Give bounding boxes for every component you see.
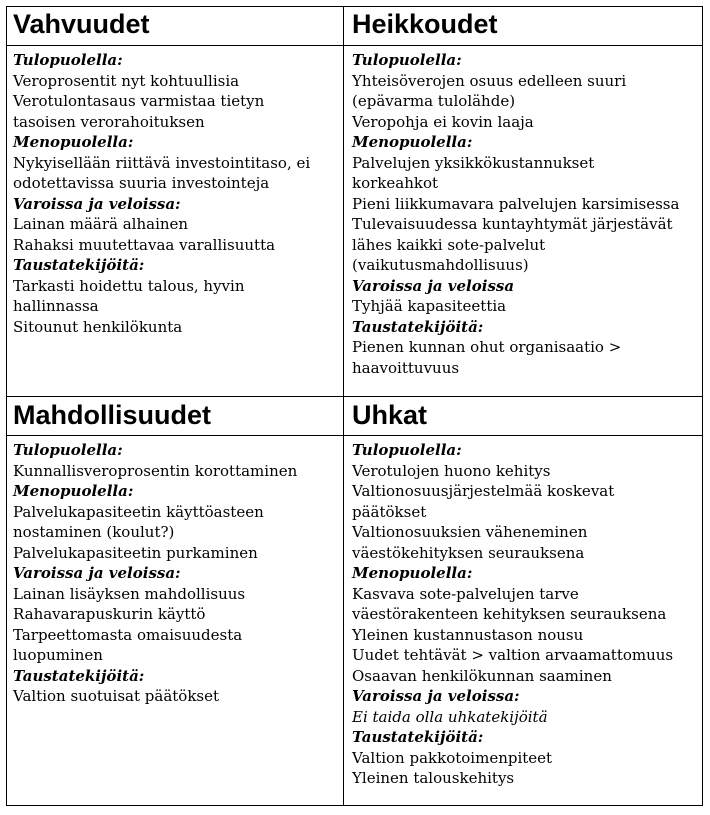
row-divider xyxy=(6,396,703,397)
category-heading: Varoissa ja veloissa: xyxy=(13,194,181,213)
threats-title: Uhkat xyxy=(352,400,428,430)
list-item: väestörakenteen kehityksen seurauksena xyxy=(352,605,667,623)
list-item: Verotulontasaus varmistaa tietyn xyxy=(13,92,265,110)
list-item: Tulevaisuudessa kuntayhtymät järjestävät xyxy=(352,215,673,233)
category-heading: Menopuolella: xyxy=(13,133,134,151)
list-item: Osaavan henkilökunnan saaminen xyxy=(352,666,612,685)
list-item: hallinnassa xyxy=(13,297,99,315)
list-item: Valtionosuusjärjestelmää koskevat xyxy=(352,482,615,500)
category-heading: Menopuolella: xyxy=(352,564,473,582)
list-item: haavoittuvuus xyxy=(352,358,460,377)
list-item: (vaikutusmahdollisuus) xyxy=(352,256,529,274)
list-item: Sitounut henkilökunta xyxy=(13,317,183,336)
list-item: Valtion suotuisat päätökset xyxy=(13,687,220,705)
category-heading: Tulopuolella: xyxy=(13,441,123,459)
category-heading: Tulopuolella: xyxy=(13,51,123,69)
list-item: (epävarma tulolähde) xyxy=(352,92,516,110)
header-divider-top xyxy=(6,45,703,46)
list-item: Lainan lisäyksen mahdollisuus xyxy=(13,584,246,603)
category-heading: Tulopuolella: xyxy=(352,51,462,69)
list-item: odotettavissa suuria investointeja xyxy=(13,174,270,192)
category-heading: Menopuolella: xyxy=(13,482,134,500)
list-item: Rahaksi muutettavaa varallisuutta xyxy=(13,235,276,254)
list-item: luopuminen xyxy=(13,646,103,664)
category-heading: Taustatekijöitä: xyxy=(13,256,145,274)
list-item: päätökset xyxy=(352,502,427,521)
list-item: Pieni liikkumavara palvelujen karsimisessa xyxy=(352,194,680,213)
weaknesses-content xyxy=(352,50,679,378)
category-heading: Varoissa ja veloissa: xyxy=(352,687,520,705)
category-heading: Taustatekijöitä: xyxy=(13,666,145,685)
list-item: Tarpeettomasta omaisuudesta xyxy=(13,625,243,644)
list-item: Tyhjää kapasiteettia xyxy=(352,297,507,315)
list-item: Rahavarapuskurin käyttö xyxy=(13,605,206,623)
strengths-title: Vahvuudet xyxy=(13,9,150,39)
list-item: Uudet tehtävät > valtion arvaamattomuus xyxy=(352,646,674,664)
strengths-content xyxy=(13,50,310,337)
category-heading: Taustatekijöitä: xyxy=(352,728,484,746)
column-divider xyxy=(343,6,344,806)
threats-content xyxy=(352,440,673,789)
list-item: Kunnallisveroprosentin korottaminen xyxy=(13,461,298,480)
list-item: Veropohja ei kovin laaja xyxy=(352,112,534,131)
list-item: tasoisen verorahoituksen xyxy=(13,112,205,131)
category-heading: Varoissa ja veloissa xyxy=(352,276,515,295)
list-item: väestökehityksen seurauksena xyxy=(352,543,585,562)
list-item: Veroprosentit nyt kohtuullisia xyxy=(13,71,240,90)
list-item: Lainan määrä alhainen xyxy=(13,215,189,233)
list-item: nostaminen (koulut?) xyxy=(13,523,175,541)
list-item: korkeahkot xyxy=(352,174,439,192)
list-item: Verotulojen huono kehitys xyxy=(352,461,551,480)
list-item: Palvelukapasiteetin käyttöasteen xyxy=(13,502,264,521)
list-item: Ei taida olla uhkatekijöitä xyxy=(352,707,548,726)
list-item: lähes kaikki sote-palvelut xyxy=(352,235,546,254)
list-item: Tarkasti hoidettu talous, hyvin xyxy=(13,276,245,295)
list-item: Nykyisellään riittävä investointitaso, ei xyxy=(13,153,311,172)
list-item: Yleinen talouskehitys xyxy=(352,769,515,787)
list-item: Pienen kunnan ohut organisaatio > xyxy=(352,338,622,356)
list-item: Palvelukapasiteetin purkaminen xyxy=(13,543,258,562)
list-item: Yleinen kustannustason nousu xyxy=(352,625,584,644)
header-divider-bottom xyxy=(6,435,703,436)
category-heading: Menopuolella: xyxy=(352,133,473,151)
list-item: Palvelujen yksikkökustannukset xyxy=(352,153,595,172)
category-heading: Taustatekijöitä: xyxy=(352,317,484,336)
list-item: Valtion pakkotoimenpiteet xyxy=(352,748,553,767)
list-item: Yhteisöverojen osuus edelleen suuri xyxy=(352,71,627,90)
weaknesses-title: Heikkoudet xyxy=(352,9,498,39)
category-heading: Varoissa ja veloissa: xyxy=(13,564,181,582)
list-item: Valtionosuuksien väheneminen xyxy=(352,523,588,541)
category-heading: Tulopuolella: xyxy=(352,441,462,459)
opportunities-content xyxy=(13,440,297,707)
opportunities-title: Mahdollisuudet xyxy=(13,400,211,430)
list-item: Kasvava sote-palvelujen tarve xyxy=(352,584,579,603)
